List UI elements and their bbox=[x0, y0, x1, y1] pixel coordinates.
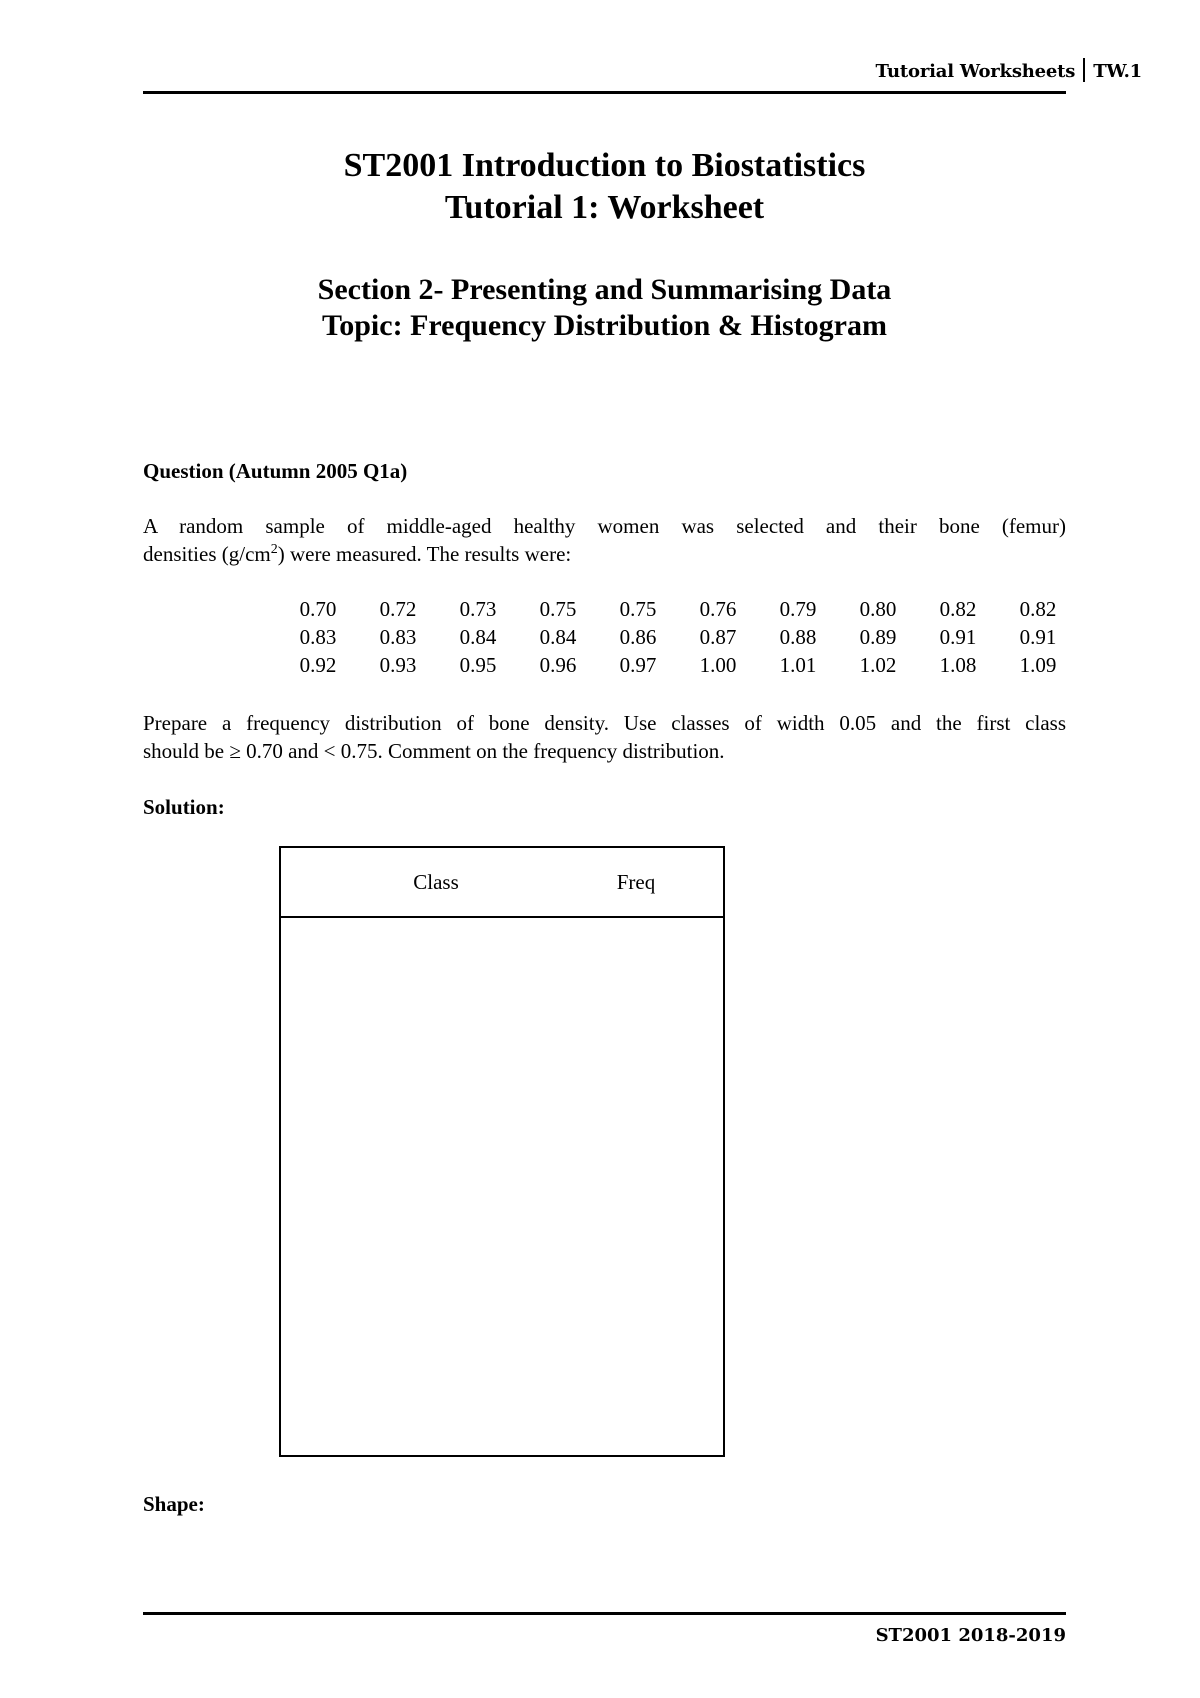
data-value: 0.91 bbox=[1019, 625, 1057, 649]
footer-rule bbox=[143, 1612, 1066, 1615]
data-value: 0.92 bbox=[299, 653, 337, 677]
data-row bbox=[278, 651, 1078, 679]
course-title: ST2001 Introduction to Biostatistics bbox=[343, 147, 866, 184]
data-value: 0.84 bbox=[539, 625, 577, 649]
data-value: 0.75 bbox=[619, 597, 657, 621]
data-value: 0.83 bbox=[299, 625, 337, 649]
frequency-table bbox=[279, 846, 725, 1457]
section-title: Section 2- Presenting and Summarising Data bbox=[317, 273, 892, 306]
data-value: 0.80 bbox=[859, 597, 897, 621]
column-header-class: Class bbox=[413, 870, 459, 894]
question-heading: Question (Autumn 2005 Q1a) bbox=[143, 459, 408, 483]
data-value: 0.72 bbox=[379, 597, 417, 621]
question-intro-line2: densities $(g/cm^2)$ were measured. The results were: bbox=[143, 542, 572, 566]
data-value: 0.82 bbox=[1019, 597, 1057, 621]
data-values-grid bbox=[278, 595, 1078, 679]
data-value: 0.95 bbox=[459, 653, 497, 677]
data-row bbox=[278, 595, 1078, 623]
data-value: 0.89 bbox=[859, 625, 897, 649]
data-value: 0.93 bbox=[379, 653, 417, 677]
topic-title: Topic: Frequency Distribution & Histogram bbox=[321, 309, 887, 342]
data-value: 0.73 bbox=[459, 597, 497, 621]
data-value: 0.96 bbox=[539, 653, 577, 677]
header-title: Tutorial Worksheets bbox=[875, 61, 1076, 82]
instruction-line2: should be ≥ 0.70 and < 0.75. Comment on the frequency distribution. bbox=[143, 739, 725, 763]
shape-label: Shape: bbox=[143, 1492, 205, 1516]
data-value: 0.83 bbox=[379, 625, 417, 649]
question-intro-line1: A random sample of middle-aged healthy women was selected and their bone (femur) bbox=[143, 514, 1066, 538]
data-value: 1.09 bbox=[1019, 653, 1057, 677]
data-value: 0.82 bbox=[939, 597, 977, 621]
running-header bbox=[875, 58, 1142, 82]
instruction-line1: Prepare a frequency distribution of bone density. Use classes of width 0.05 and the first class bbox=[143, 711, 1066, 735]
data-value: 1.01 bbox=[779, 653, 817, 677]
data-value: 0.88 bbox=[779, 625, 817, 649]
column-header-freq: Freq bbox=[616, 870, 656, 894]
data-value: 0.87 bbox=[699, 625, 737, 649]
data-value: 0.84 bbox=[459, 625, 497, 649]
table-header bbox=[281, 848, 723, 918]
header-separator bbox=[1083, 58, 1085, 82]
header-rule bbox=[143, 91, 1066, 94]
footer-text: ST2001 2018-2019 bbox=[875, 1625, 1066, 1646]
data-value: 0.70 bbox=[299, 597, 337, 621]
header-code: TW.1 bbox=[1093, 61, 1142, 82]
data-value: 1.08 bbox=[939, 653, 977, 677]
data-value: 0.86 bbox=[619, 625, 657, 649]
data-value: 1.02 bbox=[859, 653, 897, 677]
data-value: 0.97 bbox=[619, 653, 657, 677]
data-row bbox=[278, 623, 1078, 651]
data-value: 0.75 bbox=[539, 597, 577, 621]
solution-label: Solution: bbox=[143, 795, 225, 819]
data-value: 1.00 bbox=[699, 653, 737, 677]
worksheet-title: Tutorial 1: Worksheet bbox=[444, 189, 765, 226]
data-value: 0.79 bbox=[779, 597, 817, 621]
data-value: 0.76 bbox=[699, 597, 737, 621]
data-value: 0.91 bbox=[939, 625, 977, 649]
